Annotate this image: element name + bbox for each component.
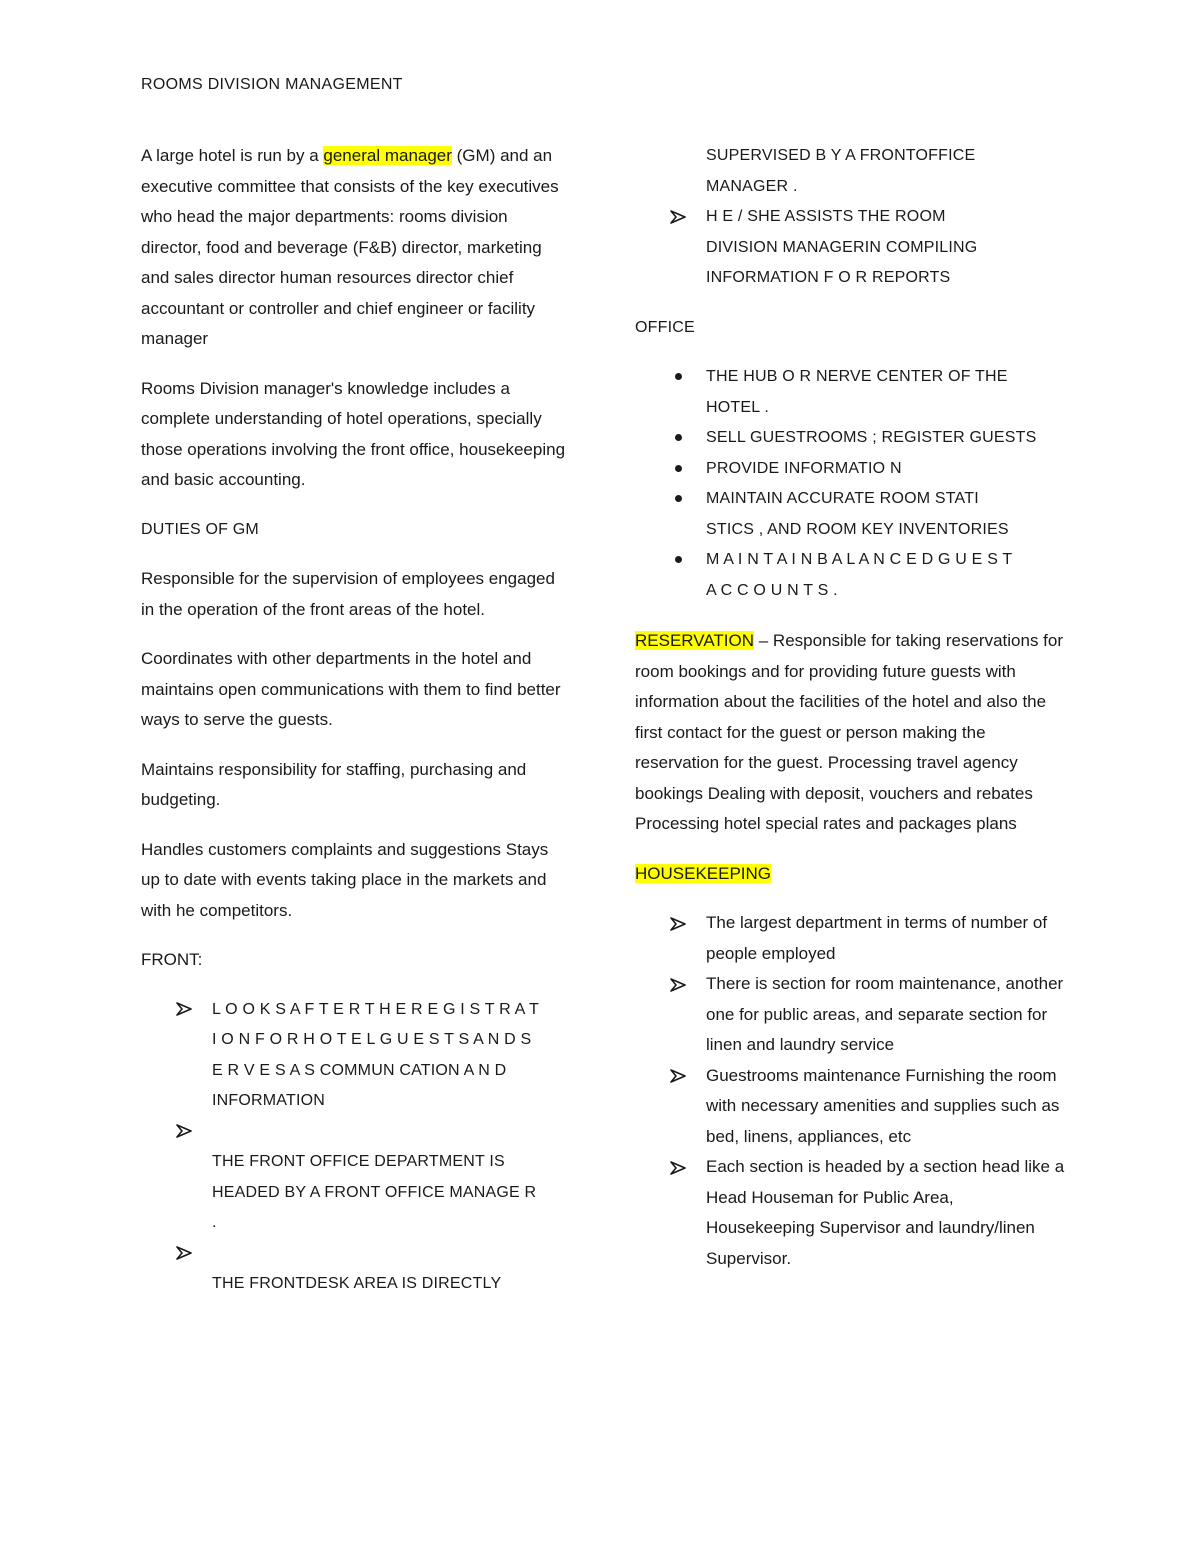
front-item-line: HEADED BY A FRONT OFFICE MANAGE R — [212, 1183, 537, 1201]
front-item-line: THE FRONTDESK AREA IS DIRECTLY — [212, 1275, 502, 1292]
office-item-line: PROVIDE INFORMATIO N — [706, 459, 902, 477]
housekeeping-highlight: HOUSEKEEPING — [635, 863, 772, 883]
arrow-bullet-icon — [668, 202, 688, 233]
front-item-line: L O O K S A F T E R T H E R E G I S T R A T — [212, 1000, 539, 1018]
front-item-line: E R V E S A S COMMUN CATION A N D — [212, 1061, 507, 1079]
list-item — [635, 202, 1065, 294]
blank-line — [212, 1239, 571, 1270]
office-item-line: SELL GUESTROOMS ; REGISTER GUESTS — [706, 429, 1037, 446]
bullet-dot-icon — [668, 484, 688, 515]
bullet-dot-icon — [668, 423, 688, 454]
duty-complaints: Handles customers complaints and suggestions Stays up to date with events taking place in the markets and with he competitors. — [141, 839, 549, 920]
arrow-bullet-icon — [668, 908, 688, 939]
front-heading: FRONT: — [141, 950, 203, 969]
arrow-bullet-icon — [174, 995, 194, 1026]
duty-coordination: Coordinates with other departments in the hotel and maintains open communications with them to find better ways to serve the guests. — [141, 649, 561, 729]
front-list — [141, 995, 571, 1300]
list-item — [635, 141, 1065, 202]
office-item-line: STICS , AND ROOM KEY INVENTORIES — [706, 520, 1009, 538]
list-item — [635, 362, 1065, 423]
office-list — [635, 362, 1065, 606]
blank-line — [212, 1117, 571, 1148]
list-item — [635, 908, 1065, 969]
reservation-text: – Responsible for taking reservations for room bookings and for providing future guests with information about the facilities of the hotel and also the first contact for the guest or person making the reservation for the guest. Processing travel agency bookings Dealing with deposit, vouchers and rebates Processing hotel special rates and packages plans — [635, 631, 1064, 833]
continued-line: MANAGER . — [706, 177, 798, 195]
list-item — [635, 1152, 1065, 1274]
office-item-line: THE HUB O R NERVE CENTER OF THE — [706, 368, 1008, 385]
front-continued-list — [635, 141, 1065, 294]
list-item — [141, 1117, 571, 1239]
knowledge-paragraph: Rooms Division manager's knowledge includes a complete understanding of hotel operations, specially those operations involving the front office, housekeeping and basic accounting. — [141, 378, 566, 489]
continued-line: INFORMATION F O R REPORTS — [706, 269, 951, 286]
continued-line: DIVISION MANAGERIN COMPILING — [706, 238, 978, 256]
office-item-line: HOTEL . — [706, 398, 770, 416]
list-item — [141, 1239, 571, 1300]
housekeeping-item-text: The largest department in terms of number of people employed — [706, 913, 1048, 963]
duties-heading: DUTIES OF GM — [141, 520, 259, 538]
arrow-bullet-icon — [668, 969, 688, 1000]
bullet-dot-icon — [668, 362, 688, 393]
housekeeping-item-text: There is section for room maintenance, another one for public areas, and separate section for linen and laundry service — [706, 974, 1064, 1054]
arrow-bullet-icon — [668, 1152, 688, 1183]
front-item-line: . — [212, 1214, 217, 1231]
office-item-line: A C C O U N T S . — [706, 581, 838, 599]
list-item — [635, 1061, 1065, 1153]
housekeeping-heading — [635, 859, 1065, 890]
front-item-line: INFORMATION — [212, 1092, 326, 1109]
intro-text-end: (GM) and an executive committee that consists of the key executives who head the major departments: rooms division director, food and beverage (F&B) director, marketing and sales director human resources director chief accountant or controller and chief engineer or facility manager — [141, 146, 559, 348]
intro-paragraph — [141, 141, 571, 355]
reservation-paragraph — [635, 626, 1065, 840]
list-item — [635, 423, 1065, 454]
front-item-line: THE FRONT OFFICE DEPARTMENT IS — [212, 1153, 505, 1170]
left-column — [141, 141, 571, 1320]
reservation-highlight: RESERVATION — [635, 631, 755, 650]
list-item — [141, 995, 571, 1117]
continued-line: H E / SHE ASSISTS THE ROOM — [706, 208, 946, 225]
arrow-bullet-icon — [174, 1117, 194, 1148]
bullet-dot-icon — [668, 545, 688, 576]
duty-staffing: Maintains responsibility for staffing, purchasing and budgeting. — [141, 759, 527, 809]
list-item — [635, 484, 1065, 545]
front-item-line: I O N F O R H O T E L G U E S T S A N D S — [212, 1031, 532, 1048]
intro-text-start: A large hotel is run by a — [141, 146, 324, 165]
continued-line: SUPERVISED B Y A FRONTOFFICE — [706, 147, 976, 164]
duty-supervision: Responsible for the supervision of employees engaged in the operation of the front areas of the hotel. — [141, 569, 555, 619]
housekeeping-list — [635, 908, 1065, 1274]
office-item-line: MAINTAIN ACCURATE ROOM STATI — [706, 490, 979, 507]
office-item-line: M A I N T A I N B A L A N C E D G U E S T — [706, 551, 1013, 568]
housekeeping-item-text: Guestrooms maintenance Furnishing the room with necessary amenities and supplies such as bed, linens, appliances, etc — [706, 1065, 1060, 1146]
page-title: ROOMS DIVISION MANAGEMENT — [141, 76, 403, 93]
arrow-bullet-icon — [174, 1239, 194, 1270]
office-heading: OFFICE — [635, 318, 695, 336]
list-item — [635, 545, 1065, 606]
list-item — [635, 969, 1065, 1061]
bullet-dot-icon — [668, 454, 688, 485]
right-column — [635, 141, 1065, 1294]
list-item — [635, 454, 1065, 485]
general-manager-highlight: general manager — [323, 146, 452, 165]
housekeeping-item-text: Each section is headed by a section head like a Head Houseman for Public Area, Housekeeping Supervisor and laundry/linen Supervisor. — [706, 1157, 1065, 1268]
arrow-bullet-icon — [668, 1061, 688, 1092]
